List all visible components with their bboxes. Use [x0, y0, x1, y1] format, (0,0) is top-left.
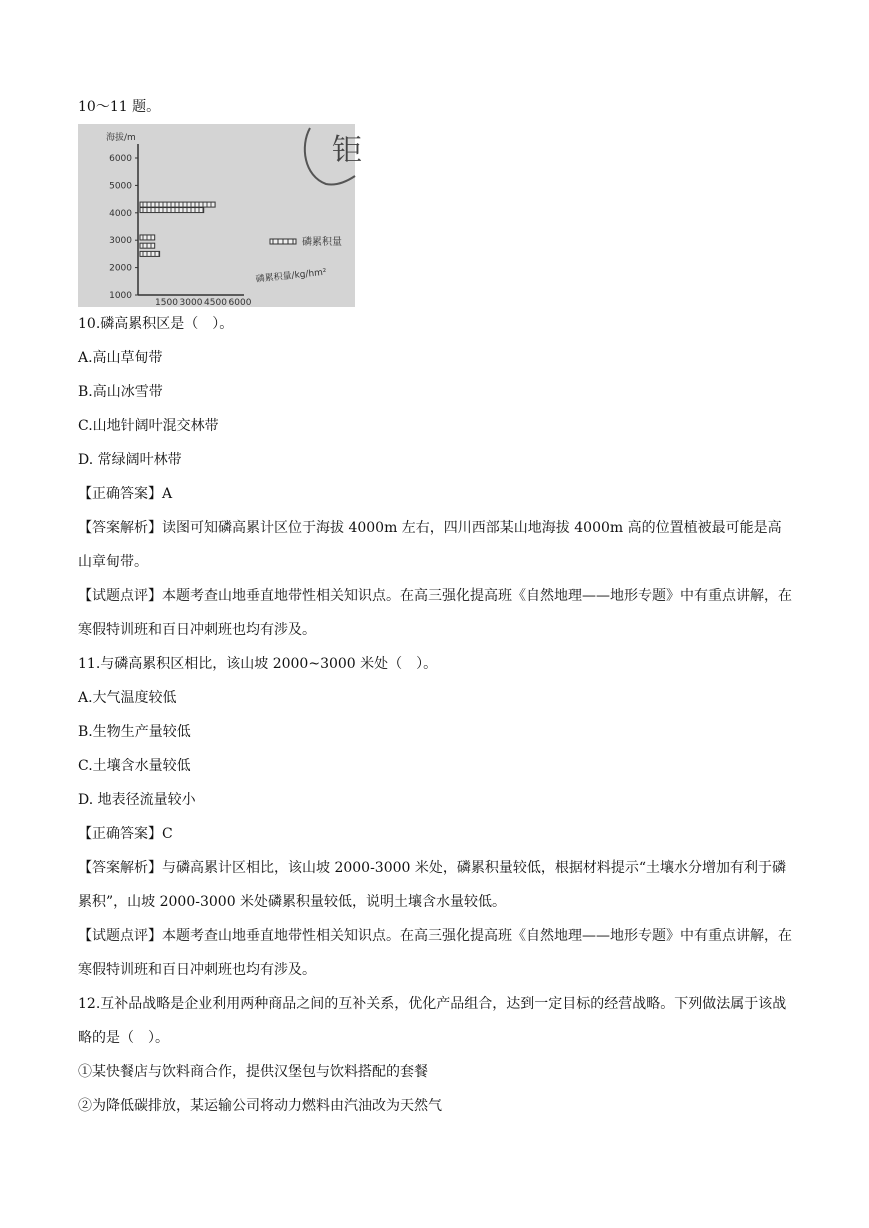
- q12-item-1: ①某快餐店与饮料商合作，提供汉堡包与饮料搭配的套餐: [78, 1064, 428, 1080]
- q11-option-c: C.土壤含水量较低: [78, 758, 191, 774]
- legend: [270, 235, 342, 248]
- q11-option-b: B.生物生产量较低: [78, 724, 191, 740]
- y-tick-label: 3000: [109, 236, 132, 247]
- question-11: [78, 647, 794, 987]
- x-tick-label: 4500: [204, 298, 227, 308]
- y-tick-label: 1000: [109, 291, 132, 301]
- x-tick-label: 3000: [179, 298, 203, 308]
- y-tick-label: 4000: [109, 208, 132, 219]
- q12-item-2: ②为降低碳排放，某运输公司将动力燃料由汽油改为天然气: [78, 1098, 442, 1114]
- q11-option-a: A.大气温度较低: [78, 690, 177, 706]
- x-tick-labels: [155, 298, 252, 308]
- y-tick-labels: [109, 154, 138, 301]
- q11-stem: 11.与磷高累积区相比，该山坡 2000~3000 米处（ ）。: [78, 656, 438, 672]
- y-axis-label: 海拔/m: [106, 133, 136, 143]
- bar: [140, 208, 204, 213]
- question-10: [78, 307, 794, 647]
- q10-comment: 【试题点评】本题考查山地垂直地带性相关知识点。在高三强化提高班《自然地理——地形专题》中有重点讲解，在寒假特训班和百日冲刺班也均有涉及。: [78, 588, 792, 638]
- q11-option-d: D. 地表径流量较小: [78, 792, 196, 808]
- legend-label: 磷累积量: [302, 237, 342, 248]
- q10-option-c: C.山地针阔叶混交林带: [78, 418, 219, 434]
- q10-option-a: A.高山草甸带: [78, 350, 163, 366]
- document-page: [78, 96, 794, 1123]
- q10-option-b: B.高山冰雪带: [78, 384, 163, 400]
- x-axis-label: 磷累积量/kg/hm²: [255, 267, 328, 285]
- q10-stem: 10.磷高累积区是（ ）。: [78, 316, 234, 332]
- bars: [140, 202, 215, 256]
- q11-comment: 【试题点评】本题考查山地垂直地带性相关知识点。在高三强化提高班《自然地理——地形专题》中有重点讲解，在寒假特训班和百日冲刺班也均有涉及。: [78, 928, 792, 978]
- x-tick-label: 6000: [228, 298, 252, 308]
- x-tick-label: 1500: [155, 298, 178, 308]
- handwriting-character: 钜: [332, 133, 362, 168]
- y-tick-label: 5000: [109, 181, 132, 192]
- y-tick-label: 2000: [109, 263, 132, 274]
- phosphorus-chart: [78, 124, 362, 308]
- intro-text: 10～11 题。: [78, 99, 161, 115]
- q10-analysis: 【答案解析】读图可知磷高累计区位于海拔 4000m 左右，四川西部某山地海拔 4000m 高的位置植被最可能是高山章甸带。: [78, 520, 782, 570]
- q11-analysis: 【答案解析】与磷高累计区相比，该山坡 2000-3000 米处，磷累积量较低，根据材料提示“土壤水分增加有利于磷累积”，山坡 2000-3000 米处磷累积量较低，说明土壤含水量较低。: [78, 860, 787, 910]
- q10-option-d: D. 常绿阔叶林带: [78, 452, 182, 468]
- question-12: [78, 987, 794, 1123]
- q12-stem: 12.互补品战略是企业利用两种商品之间的互补关系，优化产品组合，达到一定目标的经营战略。下列做法属于该战略的是（ ）。: [78, 996, 787, 1046]
- q11-answer: 【正确答案】C: [78, 826, 173, 842]
- q10-answer: 【正确答案】A: [78, 486, 173, 502]
- y-tick-label: 6000: [109, 154, 132, 164]
- chart-figure: [78, 124, 362, 308]
